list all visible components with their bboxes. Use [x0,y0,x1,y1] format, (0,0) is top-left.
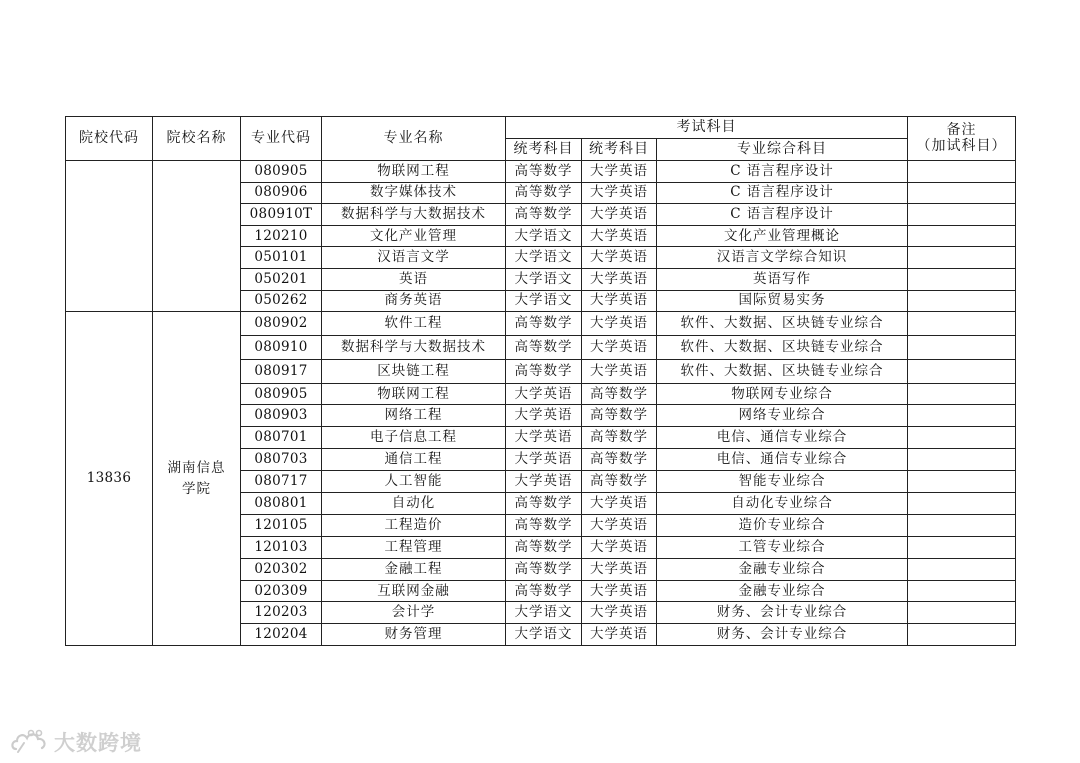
comprehensive-subject-cell: 文化产业管理概论 [657,225,908,247]
unified-subject-2-cell: 高等数学 [582,383,657,405]
major-code-cell: 080703 [241,449,322,471]
comprehensive-subject-cell: 网络专业综合 [657,405,908,427]
major-name-cell: 文化产业管理 [322,225,506,247]
major-code-cell: 080717 [241,471,322,493]
unified-subject-2-cell: 高等数学 [582,427,657,449]
unified-subject-2-cell: 高等数学 [582,471,657,493]
unified-subject-2-cell: 大学英语 [582,225,657,247]
header-school-code: 院校代码 [66,117,153,161]
unified-subject-2-cell: 高等数学 [582,405,657,427]
comprehensive-subject-cell: 软件、大数据、区块链专业综合 [657,359,908,383]
unified-subject-1-cell: 高等数学 [506,514,582,536]
comprehensive-subject-cell: 金融专业综合 [657,580,908,602]
table-row [66,312,1016,336]
remark-cell [908,405,1016,427]
major-name-cell: 工程管理 [322,536,506,558]
major-code-cell: 080910 [241,335,322,359]
comprehensive-subject-cell: 智能专业综合 [657,471,908,493]
major-code-cell: 080917 [241,359,322,383]
header-remarks-line1: 备注 [946,122,977,139]
unified-subject-2-cell: 大学英语 [582,204,657,226]
header-major-name: 专业名称 [322,117,506,161]
major-name-cell: 物联网工程 [322,161,506,183]
table-body [66,161,1016,646]
major-code-cell: 020302 [241,558,322,580]
table-header [66,117,1016,161]
unified-subject-1-cell: 大学语文 [506,268,582,290]
remark-cell [908,536,1016,558]
major-name-cell: 软件工程 [322,312,506,336]
unified-subject-1-cell: 大学语文 [506,247,582,269]
unified-subject-1-cell: 高等数学 [506,335,582,359]
major-name-cell: 区块链工程 [322,359,506,383]
unified-subject-2-cell: 大学英语 [582,290,657,312]
major-name-cell: 自动化 [322,493,506,515]
comprehensive-subject-cell: 软件、大数据、区块链专业综合 [657,312,908,336]
header-remarks [908,117,1016,161]
comprehensive-subject-cell: 金融专业综合 [657,558,908,580]
unified-subject-1-cell: 高等数学 [506,580,582,602]
unified-subject-1-cell: 高等数学 [506,558,582,580]
major-code-cell: 080801 [241,493,322,515]
major-code-cell: 050262 [241,290,322,312]
unified-subject-1-cell: 高等数学 [506,312,582,336]
unified-subject-2-cell: 大学英语 [582,514,657,536]
major-name-cell: 数据科学与大数据技术 [322,335,506,359]
header-major-code: 专业代码 [241,117,322,161]
unified-subject-1-cell: 大学英语 [506,427,582,449]
major-name-cell: 数据科学与大数据技术 [322,204,506,226]
comprehensive-subject-cell: C 语言程序设计 [657,161,908,183]
major-name-cell: 物联网工程 [322,383,506,405]
comprehensive-subject-cell: 财务、会计专业综合 [657,602,908,624]
unified-subject-2-cell: 大学英语 [582,558,657,580]
major-code-cell: 120103 [241,536,322,558]
remark-cell [908,580,1016,602]
major-code-cell: 080902 [241,312,322,336]
unified-subject-2-cell: 高等数学 [582,449,657,471]
unified-subject-2-cell: 大学英语 [582,359,657,383]
major-name-cell: 电子信息工程 [322,427,506,449]
major-name-cell: 财务管理 [322,624,506,646]
remark-cell [908,290,1016,312]
header-exam-subjects: 考试科目 [506,117,908,139]
remark-cell [908,514,1016,536]
remark-cell [908,335,1016,359]
major-code-cell: 120210 [241,225,322,247]
unified-subject-1-cell: 大学英语 [506,383,582,405]
comprehensive-subject-cell: 软件、大数据、区块链专业综合 [657,335,908,359]
comprehensive-subject-cell: 造价专业综合 [657,514,908,536]
unified-subject-2-cell: 大学英语 [582,268,657,290]
header-comprehensive-subject: 专业综合科目 [657,139,908,161]
school-name-line1: 湖南信息 [167,459,226,476]
remark-cell [908,493,1016,515]
watermark-text: 大数跨境 [54,731,142,755]
unified-subject-2-cell: 大学英语 [582,624,657,646]
comprehensive-subject-cell: 工管专业综合 [657,536,908,558]
remark-cell [908,471,1016,493]
school-code-cell: 13836 [66,312,153,646]
header-unified-subject-2: 统考科目 [582,139,657,161]
unified-subject-2-cell: 大学英语 [582,182,657,204]
major-code-cell: 020309 [241,580,322,602]
major-name-cell: 金融工程 [322,558,506,580]
header-school-name: 院校名称 [153,117,241,161]
unified-subject-2-cell: 大学英语 [582,580,657,602]
major-name-cell: 工程造价 [322,514,506,536]
unified-subject-2-cell: 大学英语 [582,493,657,515]
major-name-cell: 数字媒体技术 [322,182,506,204]
major-code-cell: 080906 [241,182,322,204]
remark-cell [908,558,1016,580]
unified-subject-1-cell: 大学语文 [506,602,582,624]
comprehensive-subject-cell: C 语言程序设计 [657,182,908,204]
unified-subject-1-cell: 高等数学 [506,182,582,204]
major-name-cell: 英语 [322,268,506,290]
cloud-logo-icon [10,729,50,755]
comprehensive-subject-cell: 电信、通信专业综合 [657,449,908,471]
unified-subject-1-cell: 大学英语 [506,405,582,427]
table-row [66,161,1016,183]
unified-subject-1-cell: 高等数学 [506,359,582,383]
school-name-line2: 学院 [182,480,211,497]
watermark [10,727,142,757]
remark-cell [908,204,1016,226]
major-name-cell: 商务英语 [322,290,506,312]
major-code-cell: 120203 [241,602,322,624]
remark-cell [908,624,1016,646]
unified-subject-1-cell: 大学英语 [506,449,582,471]
unified-subject-1-cell: 高等数学 [506,161,582,183]
major-code-cell: 050101 [241,247,322,269]
unified-subject-2-cell: 大学英语 [582,602,657,624]
major-code-cell: 080910T [241,204,322,226]
comprehensive-subject-cell: 电信、通信专业综合 [657,427,908,449]
major-name-cell: 网络工程 [322,405,506,427]
major-name-cell: 人工智能 [322,471,506,493]
comprehensive-subject-cell: 财务、会计专业综合 [657,624,908,646]
unified-subject-2-cell: 大学英语 [582,335,657,359]
school-name-cell [153,161,241,312]
major-code-cell: 080905 [241,161,322,183]
unified-subject-2-cell: 大学英语 [582,161,657,183]
school-name-cell [153,312,241,646]
major-code-cell: 080905 [241,383,322,405]
school-code-cell [66,161,153,312]
remark-cell [908,247,1016,269]
unified-subject-1-cell: 高等数学 [506,204,582,226]
remark-cell [908,225,1016,247]
comprehensive-subject-cell: 物联网专业综合 [657,383,908,405]
unified-subject-1-cell: 高等数学 [506,493,582,515]
remark-cell [908,268,1016,290]
remark-cell [908,312,1016,336]
major-name-cell: 通信工程 [322,449,506,471]
header-remarks-line2: （加试科目） [916,137,1007,154]
unified-subject-1-cell: 大学语文 [506,225,582,247]
unified-subject-2-cell: 大学英语 [582,247,657,269]
major-code-cell: 050201 [241,268,322,290]
major-code-cell: 120105 [241,514,322,536]
major-name-cell: 汉语言文学 [322,247,506,269]
remark-cell [908,427,1016,449]
major-code-cell: 080701 [241,427,322,449]
remark-cell [908,449,1016,471]
remark-cell [908,161,1016,183]
unified-subject-1-cell: 大学英语 [506,471,582,493]
remark-cell [908,359,1016,383]
unified-subject-1-cell: 大学语文 [506,290,582,312]
major-name-cell: 互联网金融 [322,580,506,602]
unified-subject-1-cell: 大学语文 [506,624,582,646]
admission-subjects-table [65,116,1016,646]
unified-subject-2-cell: 大学英语 [582,536,657,558]
major-code-cell: 120204 [241,624,322,646]
header-unified-subject-1: 统考科目 [506,139,582,161]
remark-cell [908,383,1016,405]
unified-subject-2-cell: 大学英语 [582,312,657,336]
remark-cell [908,182,1016,204]
comprehensive-subject-cell: 汉语言文学综合知识 [657,247,908,269]
comprehensive-subject-cell: C 语言程序设计 [657,204,908,226]
major-code-cell: 080903 [241,405,322,427]
unified-subject-1-cell: 高等数学 [506,536,582,558]
comprehensive-subject-cell: 英语写作 [657,268,908,290]
remark-cell [908,602,1016,624]
comprehensive-subject-cell: 国际贸易实务 [657,290,908,312]
comprehensive-subject-cell: 自动化专业综合 [657,493,908,515]
major-name-cell: 会计学 [322,602,506,624]
